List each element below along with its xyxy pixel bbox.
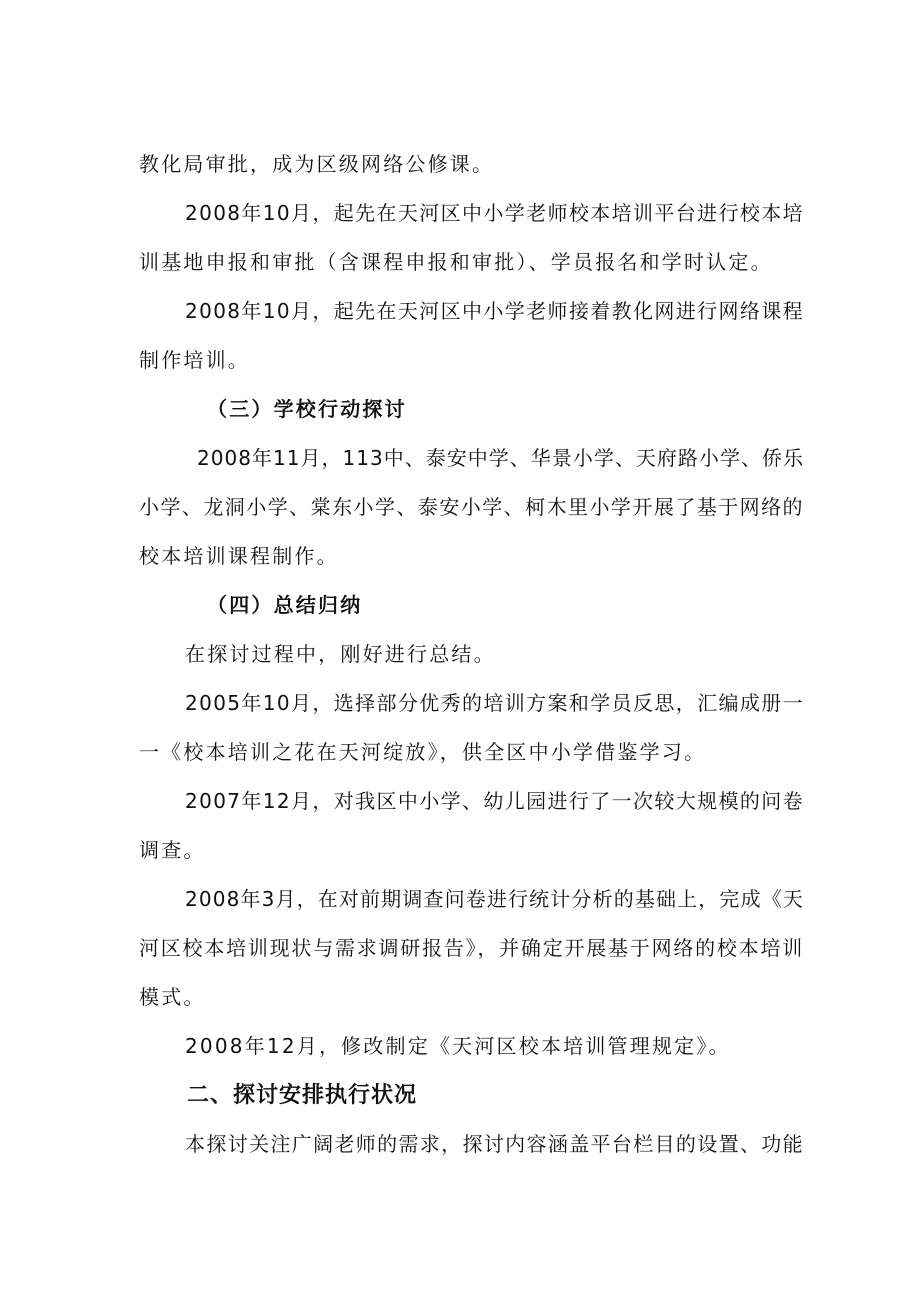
- text-line: 小学、龙洞小学、棠东小学、泰安小学、柯木里小学开展了基于网络的: [139, 495, 804, 519]
- paragraph: [139, 777, 804, 875]
- paragraph: [139, 1120, 804, 1169]
- text-line: 2008年12月，修改制定《天河区校本培训管理规定》。: [185, 1034, 731, 1058]
- section-heading: [139, 1071, 804, 1120]
- text-line: 2008年10月，起先在天河区中小学老师接着教化网进行网络课程: [185, 299, 804, 323]
- paragraph: [139, 287, 804, 385]
- text-line: 调查。: [139, 838, 206, 862]
- paragraph: [139, 434, 804, 581]
- paragraph: [139, 189, 804, 287]
- text-line: 二、探讨安排执行状况: [187, 1083, 418, 1108]
- text-line: 2008年3月，在对前期调查问卷进行统计分析的基础上，完成《天: [185, 887, 804, 911]
- text-line: 制作培训。: [139, 348, 250, 372]
- text-line: 河区校本培训现状与需求调研报告》，并确定开展基于网络的校本培训: [139, 936, 804, 960]
- document-body: [139, 140, 804, 1169]
- text-line: 本探讨关注广阔老师的需求，探讨内容涵盖平台栏目的设置、功能: [185, 1132, 804, 1156]
- text-line: 模式。: [139, 985, 206, 1009]
- paragraph: [139, 679, 804, 777]
- text-line: 2008年10月，起先在天河区中小学老师校本培训平台进行校本培: [185, 201, 804, 225]
- text-line: 训基地申报和审批（含课程申报和审批）、学员报名和学时认定。: [139, 250, 773, 274]
- text-line: 2007年12月，对我区中小学、幼儿园进行了一次较大规模的问卷: [185, 789, 804, 813]
- text-line: （三）学校行动探讨: [207, 397, 407, 421]
- text-line: 校本培训课程制作。: [139, 544, 339, 568]
- text-line: 在探讨过程中，刚好进行总结。: [185, 642, 496, 666]
- paragraph: [139, 1022, 804, 1071]
- paragraph: [139, 140, 804, 189]
- sub-heading: [139, 385, 804, 434]
- text-line: 2008年11月，113中、泰安中学、华景小学、天府路小学、侨乐: [197, 446, 804, 470]
- text-line: （四）总结归纳: [207, 593, 363, 617]
- paragraph: [139, 630, 804, 679]
- sub-heading: [139, 581, 804, 630]
- text-line: 一《校本培训之花在天河绽放》，供全区中小学借鉴学习。: [139, 740, 707, 764]
- text-line: 2005年10月，选择部分优秀的培训方案和学员反思，汇编成册一: [185, 691, 804, 715]
- text-line: 教化局审批，成为区级网络公修课。: [139, 152, 495, 176]
- paragraph: [139, 875, 804, 1022]
